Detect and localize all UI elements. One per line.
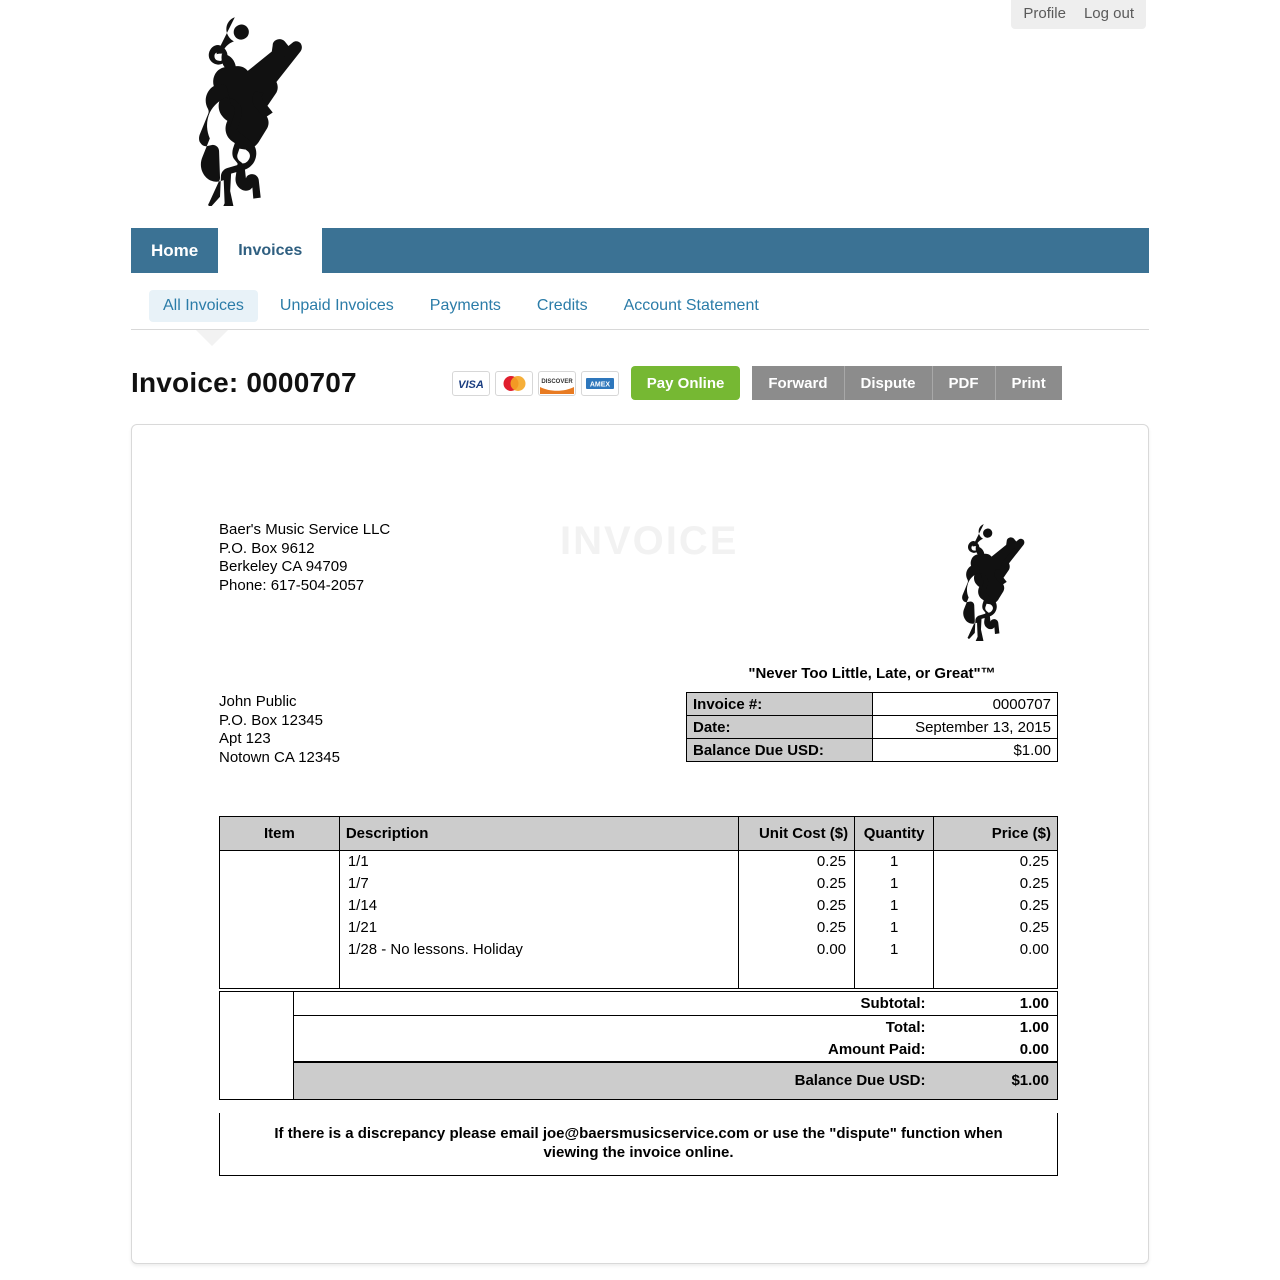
cell-price: 0.25: [934, 917, 1058, 939]
subtab-credits[interactable]: Credits: [536, 297, 588, 314]
mastercard-icon: [495, 371, 533, 396]
table-row: [220, 851, 1058, 873]
forward-button[interactable]: Forward: [752, 366, 844, 400]
cell-item: [220, 873, 340, 895]
meta-label-date: Date:: [687, 716, 873, 739]
cell-description: 1/21: [339, 917, 738, 939]
pay-online-button[interactable]: Pay Online: [631, 366, 741, 400]
cell-description: 1/28 - No lessons. Holiday: [339, 939, 738, 961]
cell-price: 0.25: [934, 851, 1058, 873]
pdf-button[interactable]: PDF: [933, 366, 996, 400]
totals-row-total: [220, 1016, 1058, 1039]
invoice-title-row: [131, 360, 1149, 406]
meta-row-balance-due: [687, 739, 1058, 762]
table-row: [220, 939, 1058, 961]
cell-item: [220, 917, 340, 939]
secondary-nav: [131, 283, 1149, 330]
active-subtab-pointer: [196, 330, 228, 346]
meta-label-balance-due: Balance Due USD:: [687, 739, 873, 762]
totals-blank-cell: [220, 992, 294, 1100]
balance-due-label: Balance Due USD:: [293, 1062, 933, 1100]
cell-quantity: 1: [855, 895, 934, 917]
subtotal-value: 1.00: [934, 992, 1058, 1016]
totals-table: [219, 991, 1058, 1100]
invoice-actions: [752, 366, 1061, 400]
amex-icon: [581, 371, 619, 396]
invoice-footer-note: If there is a discrepancy please email joe@baersmusicservice.com or use the "dispute" function when viewing the invoice online.: [219, 1113, 1058, 1176]
recipient-address: [219, 693, 340, 767]
header-unit-cost: Unit Cost ($): [739, 817, 855, 851]
line-items-table: [219, 816, 1058, 989]
amount-paid-label: Amount Paid:: [293, 1039, 933, 1062]
cell-description: 1/1: [339, 851, 738, 873]
cell-description: 1/7: [339, 873, 738, 895]
cell-unit-cost: 0.00: [739, 939, 855, 961]
cell-unit-cost: 0.25: [739, 917, 855, 939]
account-bar: [1011, 0, 1146, 29]
company-tagline: "Never Too Little, Late, or Great"™: [748, 665, 996, 682]
svg-text:AMEX: AMEX: [589, 381, 610, 388]
svg-text:DISCOVER: DISCOVER: [541, 378, 573, 385]
cell-unit-cost: 0.25: [739, 851, 855, 873]
cell-unit-cost: 0.25: [739, 873, 855, 895]
invoice-watermark: INVOICE: [560, 519, 739, 563]
cell-price: 0.25: [934, 873, 1058, 895]
table-spacer-row: [220, 961, 1058, 989]
totals-row-balance-due: [220, 1062, 1058, 1100]
header-item: Item: [220, 817, 340, 851]
subtab-payments[interactable]: Payments: [429, 297, 501, 314]
sender-line1: P.O. Box 9612: [219, 539, 315, 557]
invoice-logo: [930, 516, 1042, 641]
meta-value-balance-due: $1.00: [873, 739, 1058, 762]
cell-quantity: 1: [855, 917, 934, 939]
recipient-line3: Notown CA 12345: [219, 748, 340, 766]
profile-link[interactable]: Profile: [1023, 5, 1066, 22]
meta-value-invoice-number: 0000707: [873, 693, 1058, 716]
meta-row-date: [687, 716, 1058, 739]
page-title: Invoice: 0000707: [131, 367, 357, 398]
recipient-line1: P.O. Box 12345: [219, 711, 323, 729]
header-price: Price ($): [934, 817, 1058, 851]
total-value: 1.00: [934, 1016, 1058, 1039]
header-description: Description: [339, 817, 738, 851]
table-row: [220, 895, 1058, 917]
header-quantity: Quantity: [855, 817, 934, 851]
visa-icon: [452, 371, 490, 396]
cell-item: [220, 939, 340, 961]
cell-item: [220, 851, 340, 873]
cell-quantity: 1: [855, 873, 934, 895]
nav-tab-home[interactable]: Home: [151, 240, 199, 260]
meta-label-invoice-number: Invoice #:: [687, 693, 873, 716]
meta-row-invoice-number: [687, 693, 1058, 716]
logout-link[interactable]: Log out: [1083, 5, 1134, 22]
cell-quantity: 1: [855, 939, 934, 961]
subtab-unpaid-invoices[interactable]: Unpaid Invoices: [279, 297, 394, 314]
accepted-cards: [452, 371, 619, 396]
table-row: [220, 917, 1058, 939]
cell-unit-cost: 0.25: [739, 895, 855, 917]
dispute-button[interactable]: Dispute: [845, 366, 933, 400]
sender-address: [219, 521, 390, 595]
totals-row-amount-paid: [220, 1039, 1058, 1062]
table-header-row: [220, 817, 1058, 851]
nav-tab-invoices[interactable]: Invoices: [218, 222, 322, 273]
print-button[interactable]: Print: [996, 366, 1062, 400]
cell-price: 0.25: [934, 895, 1058, 917]
recipient-name: John Public: [219, 693, 297, 710]
svg-text:VISA: VISA: [457, 378, 484, 391]
cell-price: 0.00: [934, 939, 1058, 961]
total-label: Total:: [293, 1016, 933, 1039]
cell-item: [220, 895, 340, 917]
cell-description: 1/14: [339, 895, 738, 917]
sender-name: Baer's Music Service LLC: [219, 521, 391, 538]
cell-quantity: 1: [855, 851, 934, 873]
meta-value-date: September 13, 2015: [873, 716, 1058, 739]
balance-due-value: $1.00: [934, 1062, 1058, 1100]
brand-logo: [146, 8, 331, 206]
primary-nav: [131, 228, 1149, 273]
subtab-all-invoices[interactable]: All Invoices: [149, 290, 258, 322]
discover-icon: [538, 371, 576, 396]
table-row: [220, 873, 1058, 895]
amount-paid-value: 0.00: [934, 1039, 1058, 1062]
subtab-account-statement[interactable]: Account Statement: [623, 297, 759, 314]
recipient-line2: Apt 123: [219, 730, 271, 747]
sender-phone: Phone: 617-504-2057: [219, 576, 365, 594]
invoice-meta-table: [686, 692, 1058, 762]
subtotal-label: Subtotal:: [293, 992, 933, 1016]
sender-line2: Berkeley CA 94709: [219, 558, 348, 575]
totals-row-subtotal: [220, 992, 1058, 1016]
